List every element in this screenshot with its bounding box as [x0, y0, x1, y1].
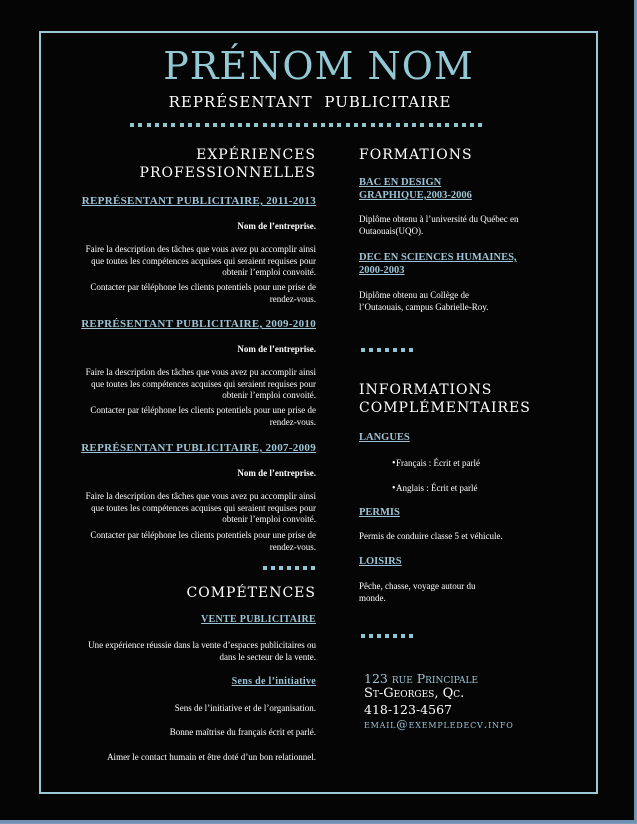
degree-description: Diplôme obtenu à l’université du Québec en Outaouais(UQO).	[359, 214, 519, 236]
degree-title: DEC EN SCIENCES HUMAINES, 2000-2003	[359, 252, 517, 276]
degree-description: Diplôme obtenu au Collège de l’Outaouais, campus Gabrielle-Roy.	[359, 290, 489, 312]
leisure-title: LOISIRS	[359, 556, 402, 567]
job-description: Faire la description des tâches que vous avez pu accomplir ainsi que toutes les compétences acquises qui seraient requises pour obtenir l’emploi convoité.	[85, 244, 316, 277]
job-description-2: Contacter par téléphone les clients potentiels pour une prise de rendez-vous.	[90, 282, 316, 304]
contact-phone: 418-123-4567	[364, 702, 452, 717]
experience-heading: EXPÉRIENCES PROFESSIONNELLES	[139, 147, 316, 181]
skill-description: Une expérience réussie dans la vente d’espaces publicitaires ou dans le secteur de la vente.	[88, 640, 316, 662]
skill-title: Sens de l’initiative	[231, 676, 316, 687]
job-description: Faire la description des tâches que vous avez pu accomplir ainsi que toutes les compétences acquises qui seraient requises pour obtenir l’emploi convoité.	[85, 367, 316, 400]
skill-item: Bonne maîtrise du français écrit et parlé.	[169, 727, 316, 737]
skill-item: Aimer le contact humain et être doté d’un bon relationnel.	[107, 752, 316, 762]
job-title: REPRÉSENTANT PUBLICITAIRE, 2007-2009	[81, 442, 316, 454]
additional-info-heading: INFORMATIONS COMPLÉMENTAIRES	[359, 382, 531, 416]
section-divider	[361, 634, 413, 638]
leisure-description: Pêche, chasse, voyage autour du monde.	[359, 581, 476, 603]
education-heading: FORMATIONS	[359, 147, 473, 163]
company-name: Nom de l’entreprise.	[237, 344, 316, 354]
permit-description: Permis de conduire classe 5 et véhicule.	[359, 531, 503, 541]
language-item: • Anglais : Écrit et parlé	[396, 483, 477, 493]
job-description-2: Contacter par téléphone les clients potentiels pour une prise de rendez-vous.	[90, 405, 316, 427]
degree-title: BAC EN DESIGN GRAPHIQUE,2003-2006	[359, 177, 472, 201]
job-description: Faire la description des tâches que vous avez pu accomplir ainsi que toutes les compétences acquises qui seraient requises pour obtenir l’emploi convoité.	[85, 491, 316, 524]
job-description-2: Contacter par téléphone les clients potentiels pour une prise de rendez-vous.	[90, 530, 316, 552]
header-divider	[130, 123, 482, 127]
skills-heading: COMPÉTENCES	[186, 585, 316, 601]
skill-title: VENTE PUBLICITAIRE	[201, 614, 316, 625]
candidate-title: REPRÉSENTANT PUBLICITAIRE	[168, 93, 452, 111]
permit-title: PERMIS	[359, 507, 400, 518]
candidate-name: PRÉNOM NOM	[163, 44, 474, 88]
language-item: • Français : Écrit et parlé	[396, 458, 480, 468]
job-title: REPRÉSENTANT PUBLICITAIRE, 2009-2010	[81, 318, 316, 330]
section-divider	[263, 566, 315, 570]
contact-address: 123 rue Principale	[364, 671, 479, 686]
languages-title: LANGUES	[359, 432, 410, 443]
section-divider	[361, 348, 413, 352]
company-name: Nom de l’entreprise.	[237, 221, 316, 231]
company-name: Nom de l’entreprise.	[237, 468, 316, 478]
contact-email[interactable]: email@exempledecv.info	[364, 717, 514, 731]
job-title: REPRÉSENTANT PUBLICITAIRE, 2011-2013	[81, 195, 316, 207]
contact-city: St-Georges, Qc.	[364, 686, 465, 701]
skill-item: Sens de l’initiative et de l’organisation.	[174, 703, 316, 713]
